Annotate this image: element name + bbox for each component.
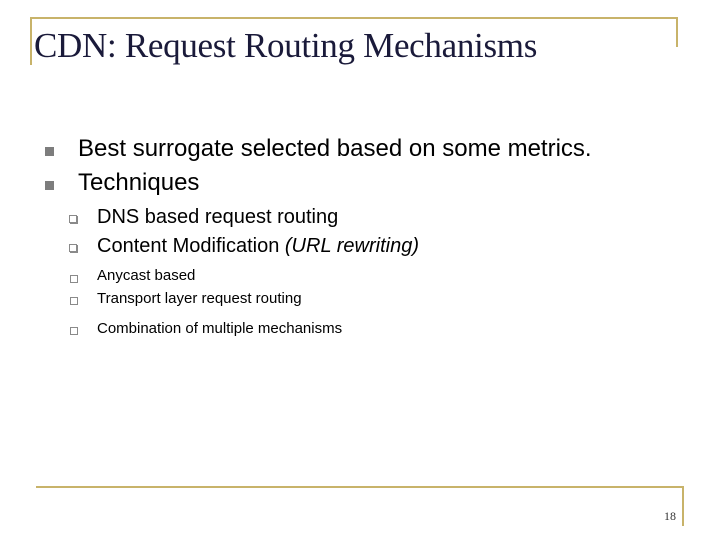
- slide-frame-right: [676, 17, 678, 47]
- sub-bullet-text: Transport layer request routing: [97, 290, 302, 307]
- sub-bullet-text: Combination of multiple mechanisms: [97, 320, 343, 337]
- sub-bullet-emphasis-text: (URL rewriting): [284, 235, 419, 257]
- slide-title: CDN: Request Routing Mechanisms: [34, 26, 538, 65]
- sub-bullet-icon: [70, 275, 78, 283]
- sub-bullet-text: DNS based request routing: [97, 206, 339, 228]
- sub-bullet-main-text: Content Modification: [97, 235, 280, 257]
- bullet-icon: [45, 147, 54, 156]
- sub-bullet-icon: [69, 244, 77, 252]
- sub-bullet-icon: [69, 215, 77, 223]
- slide-frame-bottom-right: [682, 486, 684, 526]
- slide-frame-bottom: [36, 486, 684, 488]
- page-number: 18: [664, 509, 676, 523]
- sub-bullet-text: [97, 235, 419, 258]
- slide-frame-left: [30, 17, 32, 65]
- slide-frame-top: [30, 17, 678, 19]
- sub-bullet-icon: [70, 327, 78, 335]
- sub-bullet-text: Anycast based: [97, 267, 196, 284]
- sub-bullet-icon: [70, 297, 78, 305]
- bullet-text: Best surrogate selected based on some metrics.: [78, 135, 592, 162]
- bullet-icon: [45, 181, 54, 190]
- bullet-text: Techniques: [78, 169, 200, 196]
